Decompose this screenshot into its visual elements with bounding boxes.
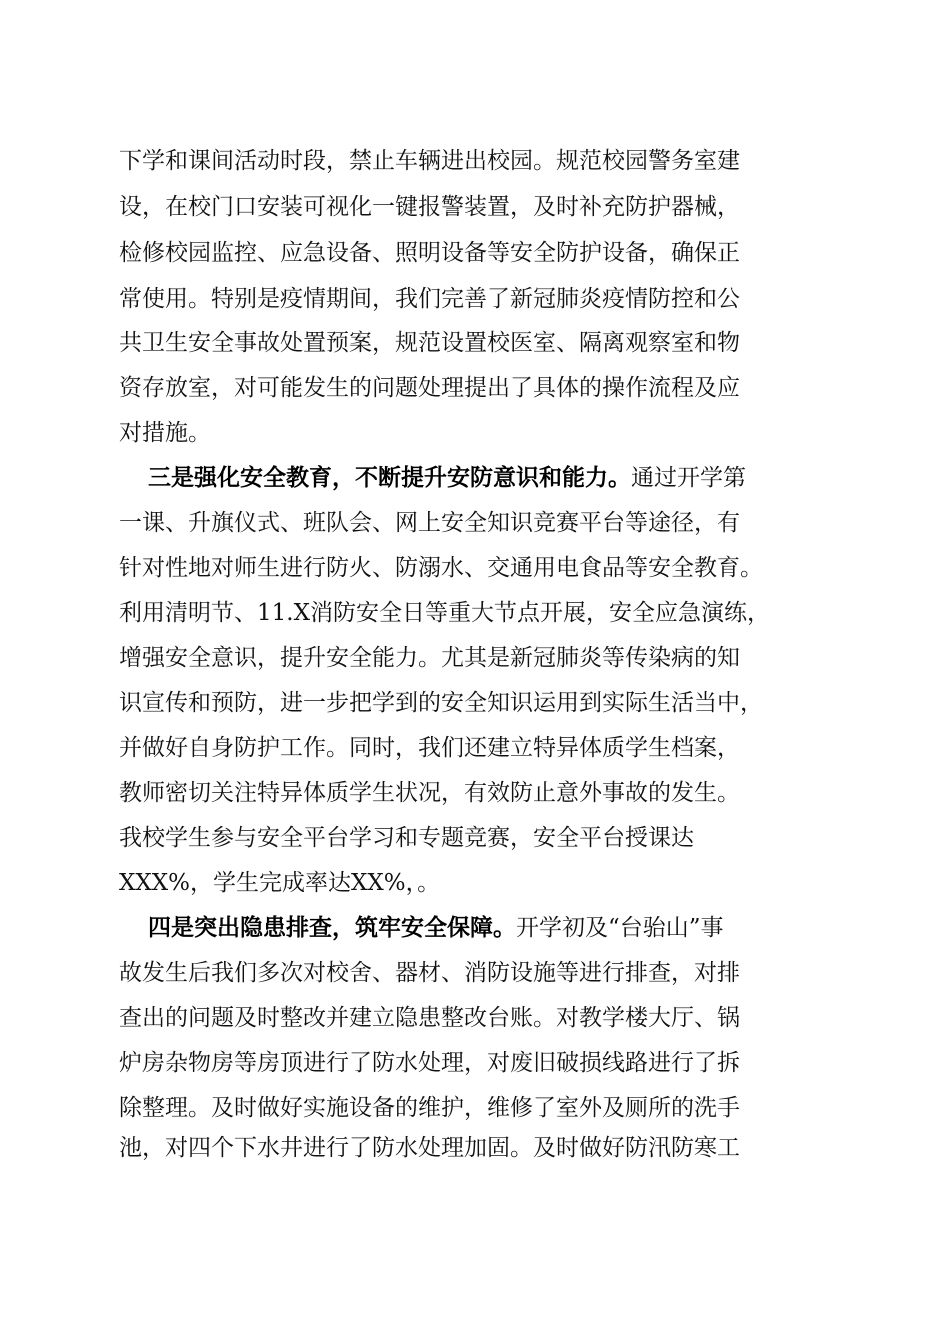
text-line: 共卫生安全事故处置预案，规范设置校医室、隔离观察室和物 [119, 330, 740, 356]
section-heading-4: 四是突出隐患排查，筑牢安全保障。 [148, 914, 516, 941]
paragraph-4-first-line [148, 908, 831, 948]
text-line: 常使用。特别是疫情期间，我们完善了新冠肺炎疫情防控和公 [119, 286, 740, 312]
text-line: 炉房杂物房等房顶进行了防水处理，对废旧破损线路进行了拆 [119, 1050, 740, 1076]
text-line: XXX%，学生完成率达XX%，。 [119, 870, 441, 896]
text-line: 故发生后我们多次对校舍、器材、消防设施等进行排查，对排 [119, 960, 740, 986]
text-line: 利用清明节、11.X消防安全日等重大节点开展，安全应急演练， [119, 600, 770, 626]
section-heading-3: 三是强化安全教育，不断提升安防意识和能力。 [148, 464, 631, 491]
text-line: 我校学生参与安全平台学习和专题竞赛，安全平台授课达 [119, 825, 694, 851]
text-line: 查出的问题及时整改并建立隐患整改台账。对教学楼大厅、锅 [119, 1005, 740, 1031]
text-line: 资存放室，对可能发生的问题处理提出了具体的操作流程及应 [119, 375, 740, 401]
text-line: 增强安全意识，提升安全能力。尤其是新冠肺炎等传染病的知 [119, 645, 740, 671]
text-line: 教师密切关注特异体质学生状况，有效防止意外事故的发生。 [119, 780, 740, 806]
text-line: 并做好自身防护工作。同时，我们还建立特异体质学生档案， [119, 735, 740, 761]
text-line: 针对性地对师生进行防火、防溺水、交通用电食品等安全教育。 [119, 555, 763, 581]
text-line: 识宣传和预防，进一步把学到的安全知识运用到实际生活当中， [119, 690, 763, 716]
text-run: 通过开学第 [631, 465, 746, 491]
text-line: 对措施。 [119, 420, 211, 446]
text-line: 下学和课间活动时段，禁止车辆进出校园。规范校园警务室建 [119, 148, 740, 174]
text-line: 池，对四个下水井进行了防水处理加固。及时做好防汛防寒工 [119, 1135, 740, 1161]
text-line: 除整理。及时做好实施设备的维护，维修了室外及厕所的洗手 [119, 1095, 740, 1121]
text-line: 设，在校门口安装可视化一键报警装置，及时补充防护器械， [119, 194, 740, 220]
text-line: 检修校园监控、应急设备、照明设备等安全防护设备，确保正 [119, 240, 740, 266]
paragraph-3-first-line [148, 458, 831, 498]
text-run: 开学初及“台骀山”事 [516, 915, 724, 941]
text-line: 一课、升旗仪式、班队会、网上安全知识竞赛平台等途径，有 [119, 510, 740, 536]
